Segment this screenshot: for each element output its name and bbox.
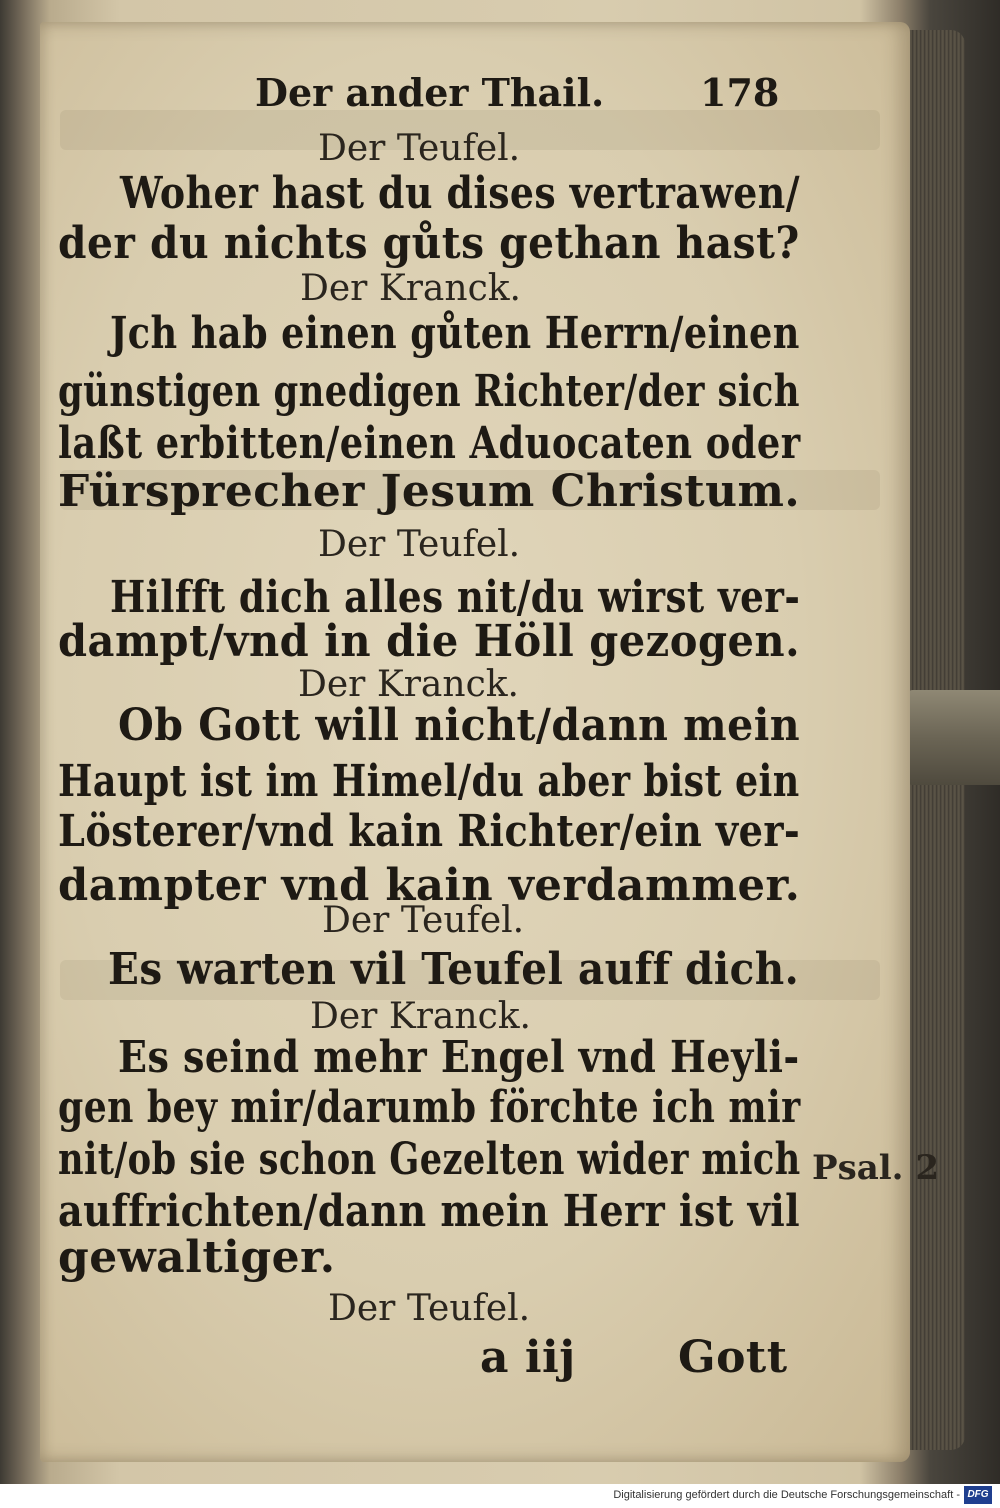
text-line: dampter vnd kain verdammer.	[58, 860, 801, 911]
text-line: Haupt ist im Himel/du aber bist ein	[58, 756, 800, 807]
text-line: auffrichten/dann mein Herr ist vil	[58, 1186, 801, 1237]
text-line: Fürsprecher Jesum Christum.	[58, 466, 801, 517]
text-line: Hilfft dich alles nit/du wirst ver-	[110, 572, 801, 623]
text-line: Es seind mehr Engel vnd Heyli-	[118, 1032, 800, 1083]
text-line: der du nichts gůts gethan hast?	[58, 218, 800, 269]
book-clasp	[905, 690, 1000, 785]
running-head-title: Der ander Thail.	[255, 70, 605, 115]
text-line: laßt erbitten/einen Aduocaten oder	[58, 418, 801, 469]
speaker-heading: Der Kranck.	[298, 664, 519, 705]
page-number: 178	[700, 70, 780, 115]
text-line: Es warten vil Teufel auff dich.	[108, 944, 800, 995]
text-line: dampt/vnd in die Höll gezogen.	[58, 616, 801, 667]
margin-note: Psal. 2	[812, 1148, 939, 1188]
catchword: Gott	[678, 1332, 788, 1383]
signature-mark: a iij	[480, 1332, 576, 1383]
dfg-logo-icon: DFG	[964, 1486, 992, 1504]
text-line: Lösterer/vnd kain Richter/ein ver-	[58, 806, 801, 857]
text-line: nit/ob sie schon Gezelten wider mich	[58, 1134, 801, 1185]
speaker-heading: Der Kranck.	[300, 268, 521, 309]
text-line: gen bey mir/darumb förchte ich mir	[58, 1082, 801, 1133]
text-line: Ob Gott will nicht/dann mein	[118, 700, 801, 751]
text-line: günstigen gnedigen Richter/der sich	[58, 366, 800, 417]
speaker-heading: Der Teufel.	[318, 524, 521, 565]
text-line: Jch hab einen gůten Herrn/einen	[110, 308, 800, 359]
speaker-heading: Der Teufel.	[322, 900, 525, 941]
speaker-heading: Der Teufel.	[318, 128, 521, 169]
speaker-heading: Der Kranck.	[310, 996, 531, 1037]
text-line: gewaltiger.	[58, 1232, 336, 1283]
speaker-heading: Der Teufel.	[328, 1288, 531, 1329]
footer-credit: Digitalisierung gefördert durch die Deutsche Forschungsgemeinschaft -	[613, 1489, 960, 1501]
text-line: Woher hast du dises vertrawen/	[120, 168, 800, 219]
